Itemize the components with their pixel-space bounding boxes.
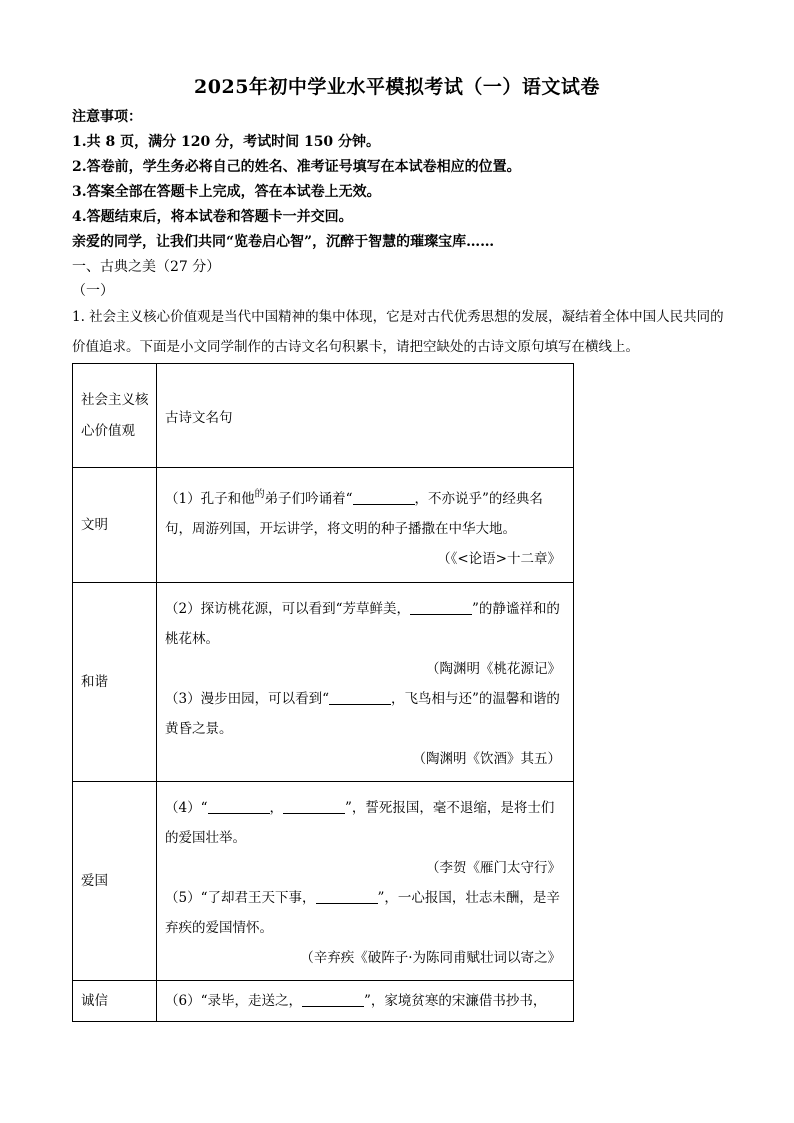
quote-source: （《<论语>十二章》 xyxy=(437,551,561,567)
value-cell-aiguo xyxy=(73,782,157,981)
table-row xyxy=(73,468,574,583)
question-6-item: （6）“录毕，走送之， ”，家境贫寒的宋濂借书抄书， xyxy=(165,993,547,1009)
answer-blank[interactable] xyxy=(283,799,345,814)
quote-source: （辛弃疾《破阵子·为陈同甫赋壮词以寄之》 xyxy=(300,950,561,966)
quote-table xyxy=(72,363,574,1022)
quote-source: （李贺《雁门太守行》 xyxy=(426,860,561,876)
question-3-item: （3）漫步田园，可以看到“ ，飞鸟相与还”的温馨和谐的黄昏之景。 xyxy=(165,691,560,737)
header-value-label: 社会主义核心价值观 xyxy=(81,391,149,439)
question-4-item: （4）“ ， ”，誓死报国，毫不退缩，是将士们的爱国壮举。 xyxy=(165,800,555,846)
section-heading: 一、古典之美（27 分） xyxy=(72,259,221,275)
value-label: 文明 xyxy=(81,516,108,533)
notice-item-3: 3.答案全部在答题卡上完成，答在本试卷上无效。 xyxy=(72,184,381,200)
section-sub-heading: （一） xyxy=(72,283,114,299)
value-label: 爱国 xyxy=(81,872,108,889)
quote-cell-hexie xyxy=(157,583,574,782)
notice-heading: 注意事项： xyxy=(72,109,142,125)
table-row xyxy=(73,981,574,1022)
value-cell-hexie xyxy=(73,583,157,782)
value-label: 诚信 xyxy=(81,992,108,1009)
answer-blank[interactable] xyxy=(316,889,378,904)
quote-source: （陶渊明《饮酒》其五） xyxy=(412,751,561,767)
quote-cell-chengxin xyxy=(157,981,574,1022)
notice-item-4: 4.答题结束后，将本试卷和答题卡一并交回。 xyxy=(72,209,353,225)
notice-item-1: 1.共 8 页，满分 120 分，考试时间 150 分钟。 xyxy=(72,134,381,150)
notice-item-2: 2.答卷前，学生务必将自己的姓名、准考证号填写在本试卷相应的位置。 xyxy=(72,159,521,175)
answer-blank[interactable] xyxy=(353,490,415,505)
table-row xyxy=(73,583,574,782)
quote-cell-wenming xyxy=(157,468,574,583)
value-cell-wenming xyxy=(73,468,157,583)
header-quote-cell xyxy=(157,364,574,468)
answer-blank[interactable] xyxy=(329,690,391,705)
value-cell-chengxin xyxy=(73,981,157,1022)
answer-blank[interactable] xyxy=(410,600,472,615)
header-value-cell xyxy=(73,364,157,468)
table-row xyxy=(73,782,574,981)
answer-blank[interactable] xyxy=(302,992,364,1007)
question-5-item: （5）“了却君王天下事， ”，一心报国，壮志未酬，是辛弃疾的爱国情怀。 xyxy=(165,890,560,936)
question-1-item: （1）孔子和他$^的$弟子们吟诵着“ ，不亦说乎”的经典名句，周游列国，开坛讲学，将文明的种子播撒在中华大地。 xyxy=(165,489,543,537)
quote-source: （陶渊明《桃花源记》 xyxy=(426,661,561,677)
value-label: 和谐 xyxy=(81,673,108,690)
greeting-text: 亲爱的同学，让我们共同“览卷启心智”，沉醉于智慧的璀璨宝库…… xyxy=(72,234,495,250)
exam-title: 2025年初中学业水平模拟考试（一）语文试卷 xyxy=(194,76,600,98)
question-2-item: （2）探访桃花源，可以看到“芳草鲜美， ”的静谧祥和的桃花林。 xyxy=(165,601,560,647)
answer-blank[interactable] xyxy=(208,799,270,814)
header-quote-label: 古诗文名句 xyxy=(165,409,233,426)
table-header-row xyxy=(73,364,574,468)
question-1-prompt: 1. 社会主义核心价值观是当代中国精神的集中体现，它是对古代优秀思想的发展，凝结着全体中国人民共同的价值追求。下面是小文同学制作的古诗文名句积累卡，请把空缺处的古诗文原句填写在横线上。 xyxy=(72,309,724,355)
quote-cell-aiguo xyxy=(157,782,574,981)
